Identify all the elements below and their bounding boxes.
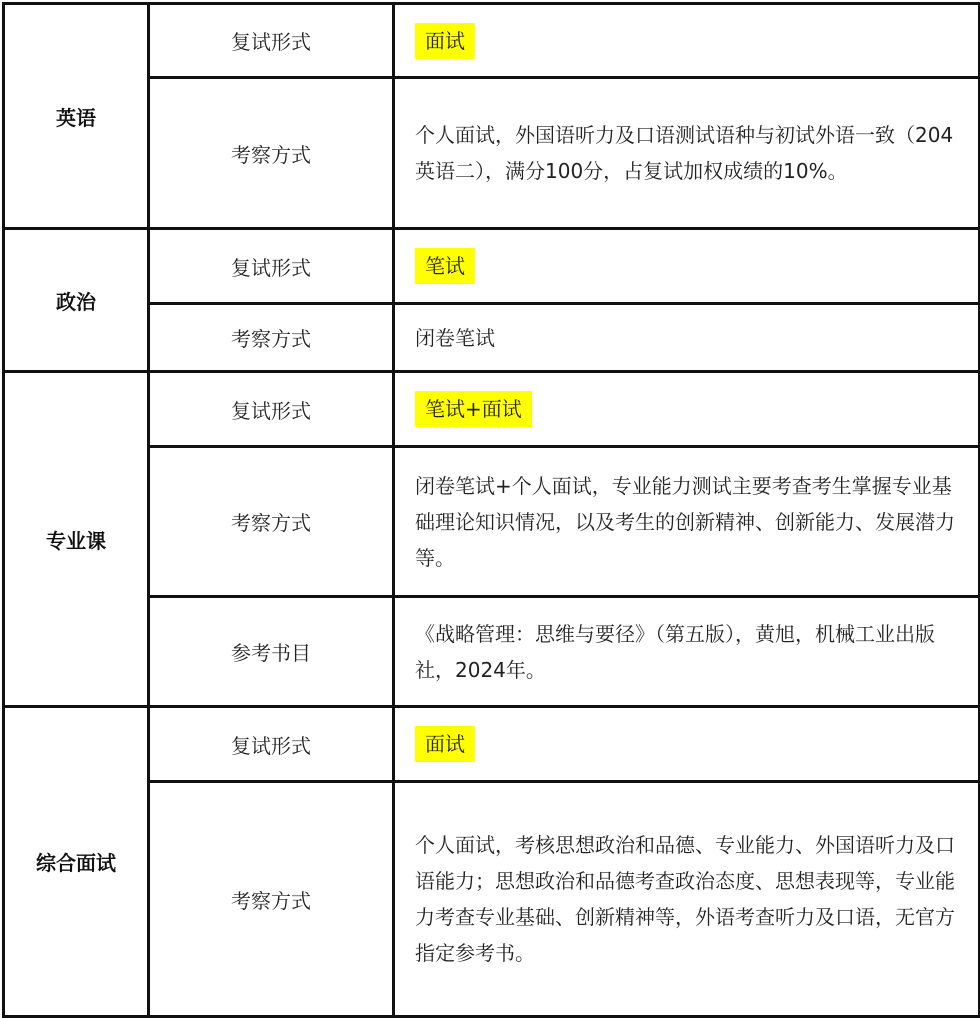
table-row (4, 372, 980, 447)
row-value (394, 4, 980, 78)
value-text: 个人面试，外国语听力及口语测试语种与初试外语一致（204英语二），满分100分，占复试加权成绩的10%。 (415, 123, 954, 183)
value-text: 闭卷笔试+个人面试，专业能力测试主要考查考生掌握专业基础理论知识情况，以及考生的创新精神、创新能力、发展潜力等。 (415, 473, 955, 570)
row-value (394, 782, 980, 1017)
row-label: 考察方式 (149, 78, 394, 229)
row-label: 参考书目 (149, 597, 394, 707)
table-row (4, 304, 980, 372)
table-row (4, 597, 980, 707)
subject-comprehensive-interview: 综合面试 (4, 707, 149, 1017)
exam-requirements-table (2, 2, 980, 1018)
table-row (4, 447, 980, 597)
highlighted-value: 笔试 (415, 248, 475, 284)
table-row (4, 4, 980, 78)
table-row (4, 78, 980, 229)
table-row (4, 229, 980, 304)
value-text: 闭卷笔试 (415, 325, 495, 350)
highlighted-value: 面试 (415, 726, 475, 762)
row-value (394, 304, 980, 372)
subject-politics: 政治 (4, 229, 149, 372)
row-label: 复试形式 (149, 4, 394, 78)
row-label: 考察方式 (149, 447, 394, 597)
value-text: 《战略管理：思维与要径》（第五版），黄旭，机械工业出版社，2024年。 (415, 621, 935, 682)
row-label: 考察方式 (149, 304, 394, 372)
row-value (394, 707, 980, 782)
row-value (394, 447, 980, 597)
value-text: 个人面试，考核思想政治和品德、专业能力、外国语听力及口语能力；思想政治和品德考查政治态度、思想表现等，专业能力考查专业基础、创新精神等，外语考查听力及口语，无官方指定参考书。 (415, 833, 955, 965)
subject-english: 英语 (4, 4, 149, 229)
highlighted-value: 面试 (415, 23, 475, 59)
row-label: 复试形式 (149, 372, 394, 447)
table-row (4, 782, 980, 1017)
table-row (4, 707, 980, 782)
subject-major-course: 专业课 (4, 372, 149, 707)
row-value (394, 229, 980, 304)
highlighted-value: 笔试+面试 (415, 391, 532, 427)
row-value (394, 78, 980, 229)
row-value (394, 372, 980, 447)
row-value (394, 597, 980, 707)
row-label: 考察方式 (149, 782, 394, 1017)
row-label: 复试形式 (149, 229, 394, 304)
row-label: 复试形式 (149, 707, 394, 782)
